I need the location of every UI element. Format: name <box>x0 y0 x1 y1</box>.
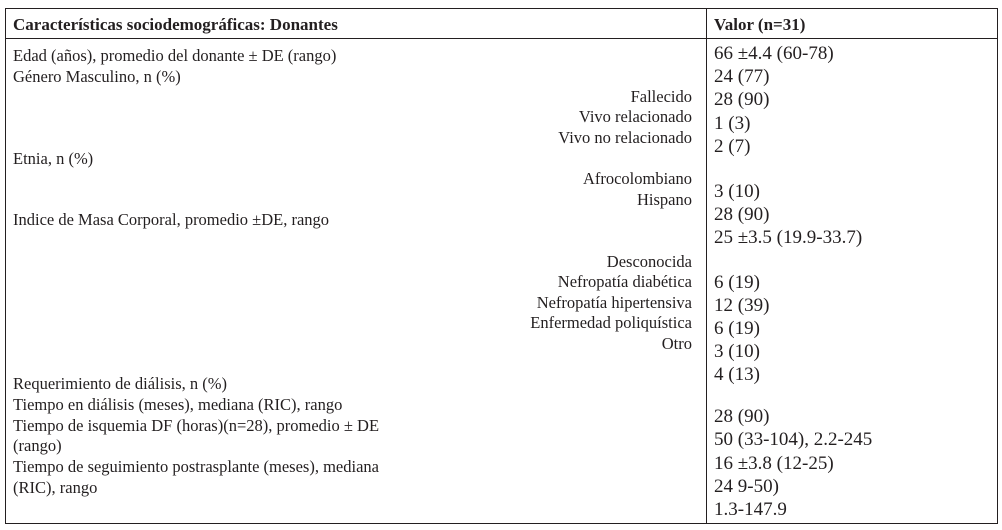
value-cell: 12 (39) <box>714 295 770 316</box>
value-cell: 66 ±4.4 (60-78) <box>714 43 834 64</box>
value-cell: 6 (19) <box>714 272 760 293</box>
sublabel-hypertensive-nephropathy: Nefropatía hipertensiva <box>536 293 692 312</box>
row-label-dialysis-requirement: Requerimiento de diálisis, n (%) <box>13 374 227 393</box>
row-label-followup-time: Tiempo de seguimiento postrasplante (meses), mediana <box>13 457 379 476</box>
row-label-bmi: Indice de Masa Corporal, promedio ±DE, rango <box>13 210 330 229</box>
value-cell: 1 (3) <box>714 113 751 134</box>
value-cell: 24 9-50) <box>714 476 779 497</box>
value-cell: 2 (7) <box>714 136 751 157</box>
row-label-ischemia-time: Tiempo de isquemia DF (horas)(n=28), promedio ± DE <box>13 416 380 435</box>
row-label-gender: Género Masculino, n (%) <box>13 67 181 86</box>
value-cell: 3 (10) <box>714 181 760 202</box>
value-cell: 24 (77) <box>714 66 770 87</box>
sublabel-living-unrelated: Vivo no relacionado <box>558 128 692 147</box>
header-characteristics: Características sociodemográficas: Donantes <box>13 15 338 34</box>
value-cell: 1.3-147.9 <box>714 499 787 520</box>
sublabel-hispanic: Hispano <box>637 190 692 209</box>
header-value: Valor (n=31) <box>714 15 806 34</box>
sublabel-deceased: Fallecido <box>630 87 692 106</box>
value-cell: 28 (90) <box>714 406 770 427</box>
sublabel-unknown: Desconocida <box>606 252 692 271</box>
header-divider <box>6 38 997 39</box>
sublabel-living-related: Vivo relacionado <box>578 107 692 126</box>
row-label-age: Edad (años), promedio del donante ± DE (rango) <box>13 46 337 65</box>
row-label-ischemia-time-cont: (rango) <box>13 436 62 455</box>
value-cell: 50 (33-104), 2.2-245 <box>714 429 873 450</box>
value-cell: 4 (13) <box>714 364 760 385</box>
value-cell: 28 (90) <box>714 204 770 225</box>
column-divider <box>706 9 707 523</box>
row-label-followup-time-cont: (RIC), rango <box>13 478 98 497</box>
value-cell: 3 (10) <box>714 341 760 362</box>
sublabel-diabetic-nephropathy: Nefropatía diabética <box>557 272 692 291</box>
value-cell: 6 (19) <box>714 318 760 339</box>
sublabel-afrocolombian: Afrocolombiano <box>582 169 692 188</box>
sublabel-polycystic-disease: Enfermedad poliquística <box>530 313 692 332</box>
sublabel-other: Otro <box>661 334 692 353</box>
value-cell: 25 ±3.5 (19.9-33.7) <box>714 227 863 248</box>
row-label-dialysis-time: Tiempo en diálisis (meses), mediana (RIC), rango <box>13 395 343 414</box>
value-cell: 16 ±3.8 (12-25) <box>714 453 834 474</box>
value-cell: 28 (90) <box>714 89 770 110</box>
row-label-ethnicity: Etnia, n (%) <box>13 149 94 168</box>
donor-characteristics-table <box>5 8 998 524</box>
